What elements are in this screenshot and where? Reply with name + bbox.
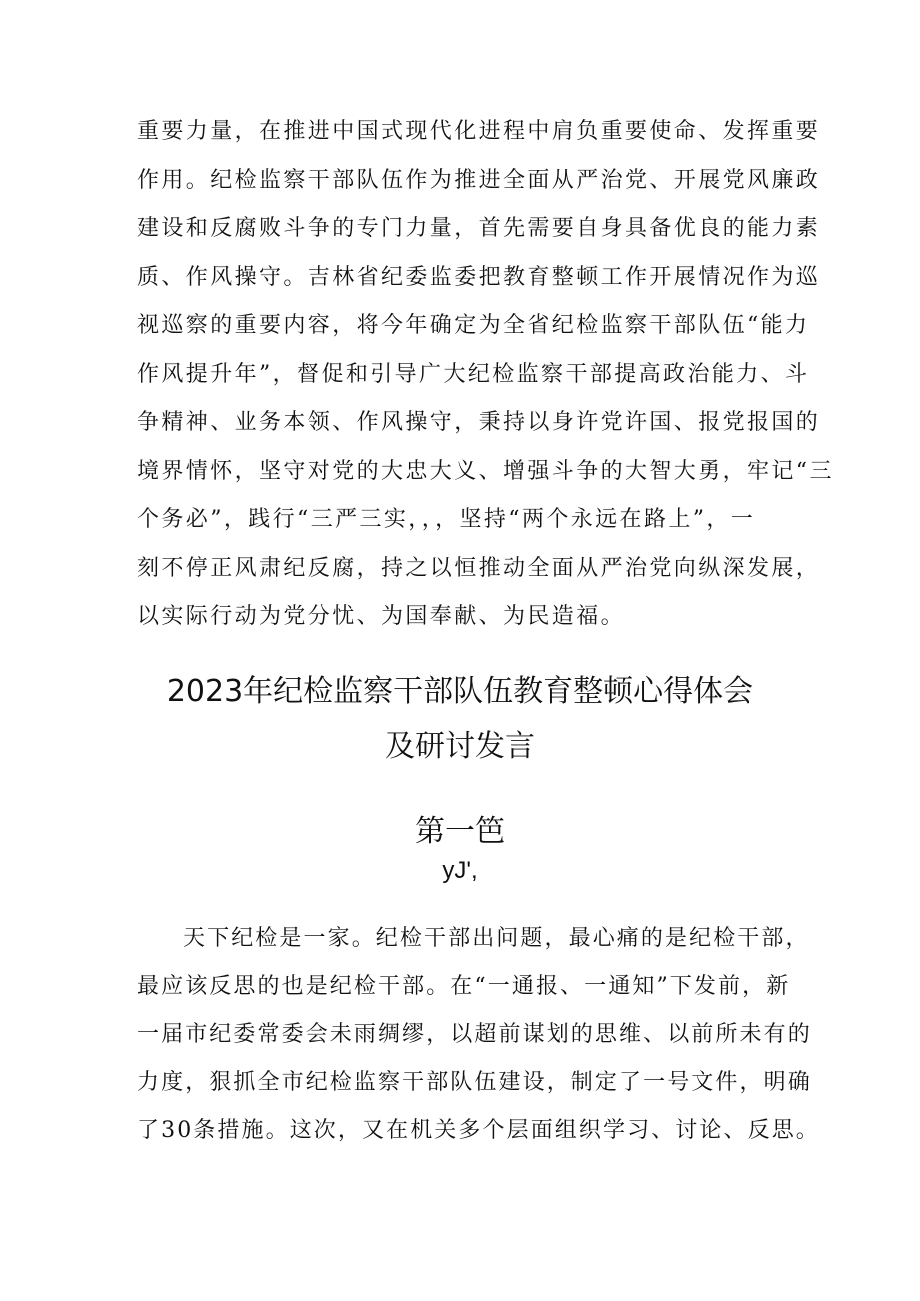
section-mark: yJ', <box>442 857 478 884</box>
paragraph-line: 最应该反思的也是纪检干部。在“一通报、一通知”下发前，新 <box>137 974 791 999</box>
paragraph-line: 个务必”，践行“三严三实，，，坚持“两个永远在路上”，一 <box>137 507 756 532</box>
paragraph-line: 一届市纪委常委会未雨绸缪，以超前谋划的思维、以前所未有的 <box>137 1022 812 1047</box>
paragraph-line: 了30条措施。这次，又在机关多个层面组织学习、讨论、反思。 <box>137 1118 820 1143</box>
paragraph-line: 作风提升年”，督促和引导广大纪检监察干部提高政治能力、斗 <box>137 362 810 387</box>
paragraph-line: 天下纪检是一家。纪检干部出问题，最心痛的是纪检干部， <box>183 926 810 951</box>
paragraph-line: 视巡察的重要内容，将今年确定为全省纪检监察干部队伍“能力 <box>137 313 810 338</box>
paragraph-line: 建设和反腐败斗争的专门力量，首先需要自身具备优良的能力素 <box>137 216 821 241</box>
paragraph-line: 以实际行动为党分忧、为国奉献、为民造福。 <box>137 604 626 629</box>
paragraph-line: 质、作风操守。吉林省纪委监委把教育整顿工作开展情况作为巡 <box>137 265 821 290</box>
section-heading: 第一笆 <box>415 814 505 849</box>
document-title-line-2: 及研讨发言 <box>385 729 535 764</box>
paragraph-line: 境界情怀，坚守对党的大忠大义、增强斗争的大智大勇，牢记“三 <box>137 459 834 484</box>
paragraph-line: 刻不停正风肃纪反腐，持之以恒推动全面从严治党向纵深发展， <box>137 556 821 581</box>
paragraph-line: 重要力量，在推进中国式现代化进程中肩负重要使命、发挥重要 <box>137 119 821 144</box>
paragraph-line: 作用。纪检监察干部队伍作为推进全面从严治党、开展党风廉政 <box>137 168 821 193</box>
paragraph-line: 争精神、业务本领、作风操守，秉持以身许党许国、报党报国的 <box>137 410 821 435</box>
document-title: 2023年纪检监察干部队伍教育整顿心得体会 <box>166 674 754 709</box>
paragraph-line: 力度，狠抓全市纪检监察干部队伍建设，制定了一号文件，明确 <box>137 1070 812 1095</box>
